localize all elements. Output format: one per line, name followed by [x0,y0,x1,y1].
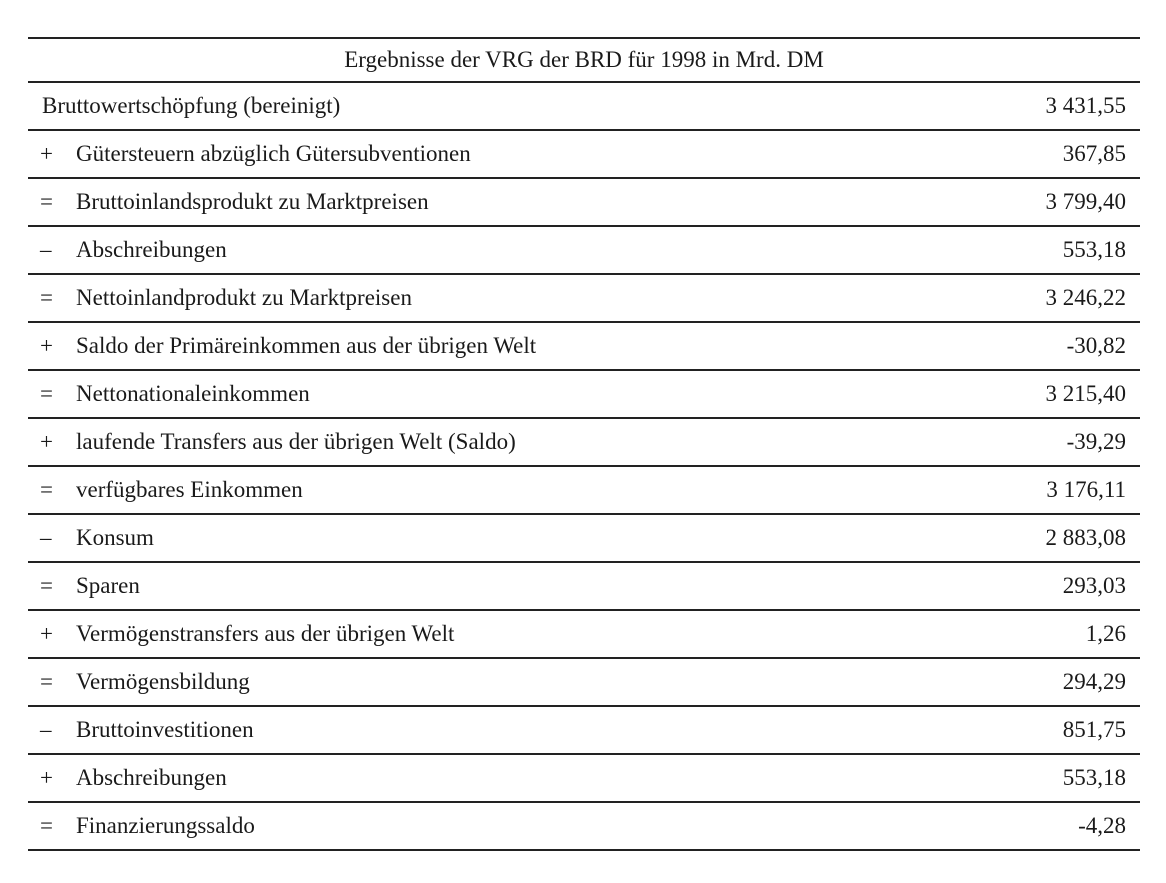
row-operator: = [40,381,53,406]
table-title: Ergebnisse der VRG der BRD für 1998 in Mrd. DM [28,37,1140,83]
row-label: Bruttoinvestitionen [76,717,254,742]
table-row [28,515,1140,563]
row-value: 553,18 [1062,765,1126,790]
table-row [28,419,1140,467]
row-value: -4,28 [1078,813,1126,838]
row-operator: – [40,237,52,262]
row-operator: = [40,285,53,310]
row-label: Nettoinlandprodukt zu Marktpreisen [76,285,412,310]
table-row [28,467,1140,515]
row-operator: = [40,669,53,694]
row-value: 294,29 [1062,669,1126,694]
table-body [28,83,1140,851]
table-row [28,131,1140,179]
table-row [28,227,1140,275]
table-row [28,755,1140,803]
row-value: -39,29 [1066,429,1126,454]
row-label: Bruttowertschöpfung (bereinigt) [42,93,341,118]
row-operator: – [40,717,52,742]
row-operator: + [40,333,53,358]
row-operator: + [40,141,53,166]
row-operator: + [40,621,53,646]
row-label: Vermögensbildung [76,669,250,694]
row-label: Abschreibungen [76,765,227,790]
row-label: Gütersteuern abzüglich Gütersubventionen [76,141,471,166]
row-value: -30,82 [1066,333,1126,358]
row-label: verfügbares Einkommen [76,477,303,502]
row-label: Finanzierungssaldo [76,813,255,838]
table-row [28,83,1140,131]
row-operator: = [40,813,53,838]
row-operator: – [40,525,52,550]
row-label: Abschreibungen [76,237,227,262]
row-value: 3 246,22 [1045,285,1126,310]
row-value: 553,18 [1062,237,1126,262]
row-label: Sparen [76,573,140,598]
row-operator: = [40,573,53,598]
row-value: 367,85 [1062,141,1126,166]
row-label: laufende Transfers aus der übrigen Welt (Saldo) [76,429,516,454]
table-row [28,179,1140,227]
row-value: 1,26 [1085,621,1126,646]
row-operator: + [40,429,53,454]
row-label: Vermögenstransfers aus der übrigen Welt [76,621,455,646]
table-row [28,659,1140,707]
row-operator: + [40,765,53,790]
row-value: 293,03 [1062,573,1126,598]
vrg-table [28,37,1140,851]
row-value: 3 799,40 [1045,189,1126,214]
table-row [28,323,1140,371]
row-value: 851,75 [1062,717,1126,742]
table-row [28,803,1140,851]
row-label: Saldo der Primäreinkommen aus der übrigen Welt [76,333,537,358]
row-label: Nettonationaleinkommen [76,381,310,406]
table-row [28,275,1140,323]
row-operator: = [40,477,53,502]
table-row [28,563,1140,611]
row-value: 3 176,11 [1046,477,1126,502]
row-value: 2 883,08 [1045,525,1126,550]
row-value: 3 431,55 [1045,93,1126,118]
table-row [28,611,1140,659]
table-row [28,707,1140,755]
row-label: Bruttoinlandsprodukt zu Marktpreisen [76,189,429,214]
table-row [28,371,1140,419]
row-value: 3 215,40 [1045,381,1126,406]
row-label: Konsum [76,525,154,550]
row-operator: = [40,189,53,214]
